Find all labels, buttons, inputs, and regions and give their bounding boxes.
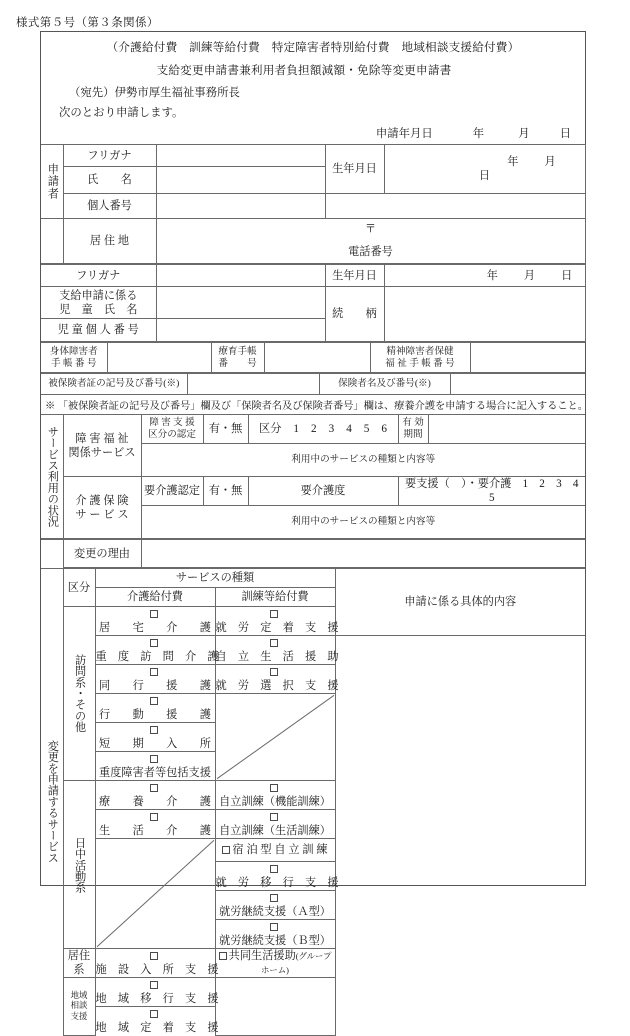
service-care-item[interactable] <box>95 607 215 636</box>
child-name-value[interactable] <box>156 287 325 319</box>
service-care-item[interactable] <box>95 752 215 781</box>
disability-class-5[interactable]: 5 <box>363 423 370 435</box>
disability-class-3[interactable]: 3 <box>328 423 335 435</box>
services-row <box>41 978 585 1007</box>
services-row <box>41 665 585 694</box>
checkbox-icon[interactable] <box>270 813 278 821</box>
service-care-item-label: 行 動 援 護 <box>99 709 211 721</box>
services-training-blank-4 <box>215 978 335 1036</box>
form-outer-box <box>40 31 590 1034</box>
applicant-birth-year: 年 <box>507 156 519 168</box>
service-training-item-label: 就労継続支援（Ａ型） <box>219 906 331 918</box>
service-training-item[interactable] <box>215 781 335 810</box>
longterm-service-label <box>63 477 141 539</box>
child-furigana-label: フリガナ <box>41 265 156 287</box>
checkbox-icon[interactable] <box>270 865 278 873</box>
checkbox-icon[interactable] <box>150 813 158 821</box>
reason-table <box>41 539 585 568</box>
child-birth-value[interactable] <box>384 265 585 287</box>
checkbox-icon[interactable] <box>270 668 278 676</box>
disability-cert-label-l2: 区分の認定 <box>148 429 196 440</box>
services-training-blank-1 <box>215 694 335 781</box>
reason-row <box>41 540 585 568</box>
checkbox-icon[interactable] <box>150 639 158 647</box>
services-table <box>41 568 585 1036</box>
applicant-birth-month: 月 <box>544 156 556 168</box>
applicant-mynumber-value[interactable] <box>156 194 325 219</box>
service-care-item[interactable] <box>95 723 215 752</box>
service-training-item-label: 自立訓練（生活訓練） <box>219 825 331 837</box>
apply-date-day[interactable]: 日 <box>559 128 571 140</box>
ryouiku-handbook-label <box>211 343 264 373</box>
checkbox-icon[interactable] <box>150 755 158 763</box>
checkbox-icon[interactable] <box>219 952 227 960</box>
disability-valid-label <box>398 415 428 444</box>
form-header <box>41 39 585 141</box>
service-training-item-label: 宿 泊 型 自 立 訓 練 <box>232 844 328 856</box>
services-group-label-1-text: 訪問系・その他 <box>73 654 86 733</box>
service-status-vlabel: サービス利用の状況 <box>46 426 59 527</box>
checkbox-icon[interactable] <box>150 981 158 989</box>
applicant-furigana-value[interactable] <box>156 145 325 167</box>
disability-class-2[interactable]: 2 <box>311 423 317 435</box>
applicant-vlabel: 申請者 <box>46 163 59 200</box>
service-training-item-label: 就 労 定 着 支 援 <box>215 622 339 634</box>
applicant-mynumber-blank[interactable] <box>325 194 585 219</box>
service-status-table <box>41 414 590 539</box>
checkbox-icon[interactable] <box>150 610 158 618</box>
service-care-item[interactable] <box>95 978 219 1007</box>
intro-text: 次のとおり申請します。 <box>59 107 184 119</box>
service-care-item-label: 地 域 定 着 支 援 <box>95 1022 219 1034</box>
longterm-cert-yesno[interactable]: 有・無 <box>203 477 248 506</box>
child-name-label-l1: 支給申請に係る <box>59 289 138 302</box>
checkbox-icon[interactable] <box>150 668 158 676</box>
disability-service-label-l1: 障 害 福 祉 <box>75 432 129 445</box>
child-birth-day: 日 <box>561 269 573 282</box>
addressee: （宛先）伊勢市厚生福祉事務所長 <box>69 87 240 99</box>
mental-handbook-label <box>370 343 470 373</box>
service-training-item[interactable] <box>215 949 335 978</box>
applicant-mynumber-label: 個人番号 <box>63 194 156 219</box>
services-details-header: 申請に係る具体的内容 <box>335 569 585 636</box>
services-row <box>41 949 585 978</box>
service-care-item[interactable] <box>95 665 215 694</box>
insurance-row <box>41 374 585 395</box>
disability-service-label-l2: 関係サービス <box>68 446 136 459</box>
services-row <box>41 694 585 723</box>
applicant-furigana-row <box>41 145 585 167</box>
disability-service-label <box>63 415 141 477</box>
service-training-item-suffix: (グループホーム) <box>261 952 332 975</box>
applicant-vlabel-cell <box>41 145 63 219</box>
mental-handbook-label-l1: 精神障害者保健 <box>386 345 454 357</box>
service-care-item-label: 重 度 訪 問 介 護 <box>95 651 219 663</box>
child-relation-label: 続 柄 <box>325 287 384 342</box>
service-care-item[interactable] <box>95 694 215 723</box>
checkbox-icon[interactable] <box>150 1010 158 1018</box>
child-name-label <box>41 287 156 319</box>
apply-date-month[interactable]: 月 <box>518 128 530 140</box>
longterm-service-label-l2: サ ー ビ ス <box>75 508 129 521</box>
services-group-label-2 <box>63 781 95 949</box>
ryouiku-handbook-label-l2: 番 号 <box>218 357 257 369</box>
service-care-item-label: 居 宅 介 護 <box>99 622 211 634</box>
physical-handbook-label-l1: 身体障害者 <box>49 345 98 357</box>
checkbox-icon[interactable] <box>270 610 278 618</box>
service-care-item[interactable] <box>95 636 219 665</box>
applicant-birth-day: 日 <box>478 170 491 182</box>
child-mynumber-label: 児 童 個 人 番 号 <box>41 319 156 342</box>
service-care-item-label: 療 養 介 護 <box>99 796 211 808</box>
services-care-benefit-header: 介護給付費 <box>95 588 215 607</box>
services-group-label-4 <box>63 978 95 1036</box>
service-training-item[interactable] <box>215 607 339 636</box>
child-name-row <box>41 287 585 319</box>
service-care-item[interactable] <box>95 1007 219 1036</box>
insurance-note: ※ 「被保険者証の記号及び番号」欄及び「保険者名及び保険者番号」欄は、療養介護を申請する場合に記入すること。 <box>45 401 588 412</box>
disability-cert-label <box>141 415 203 444</box>
checkbox-icon[interactable] <box>270 894 278 902</box>
service-training-item[interactable] <box>215 862 339 891</box>
reason-value[interactable] <box>141 540 585 568</box>
services-group-label-4-l3: 支援 <box>70 1011 88 1021</box>
longterm-cert-label: 要介護認定 <box>141 477 203 506</box>
services-group-label-1 <box>63 607 95 781</box>
child-birth-year: 年 <box>486 269 498 282</box>
mental-handbook-label-l2: 福 祉 手 帳 番 号 <box>385 357 455 369</box>
service-training-item-label: 就 労 移 行 支 援 <box>215 877 339 889</box>
services-row <box>41 810 585 839</box>
service-training-item-label: 就 労 選 択 支 援 <box>215 680 339 692</box>
longterm-level-options[interactable]: 要支援（ ）・要介護 1 2 3 4 5 <box>398 477 585 506</box>
apply-date-label: 申請年月日 <box>375 128 433 140</box>
applicant-mynumber-row <box>41 194 585 219</box>
disability-class-label: 区分 <box>259 423 282 435</box>
checkbox-icon[interactable] <box>150 697 158 705</box>
service-care-item-label: 短 期 入 所 <box>99 738 211 750</box>
checkbox-icon[interactable] <box>270 639 278 647</box>
service-care-item[interactable] <box>95 949 219 978</box>
disability-class-cell[interactable] <box>248 415 398 444</box>
disability-valid-label-l2: 期間 <box>403 429 423 440</box>
title-line-2: 支給変更申請書兼利用者負担額減額・免除等変更申請書 <box>156 64 452 77</box>
service-care-item-label: 同 行 援 護 <box>99 680 211 692</box>
child-birth-label: 生年月日 <box>325 265 384 287</box>
insurer-value[interactable] <box>450 374 585 395</box>
service-care-item-label: 重度障害者等包括支援 <box>99 767 211 779</box>
longterm-using-label: 利用中のサービスの種類と内容等 <box>291 516 436 527</box>
applicant-name-value[interactable] <box>156 167 325 194</box>
physical-handbook-value[interactable] <box>107 343 211 373</box>
reason-label: 変更の理由 <box>63 540 141 568</box>
services-row <box>41 781 585 810</box>
handbook-row <box>41 343 585 373</box>
service-training-item[interactable] <box>215 839 335 862</box>
applicant-name-label: 氏 名 <box>63 167 156 194</box>
service-training-item-label: 自 立 生 活 援 助 <box>215 651 339 663</box>
applicant-birth-label: 生年月日 <box>325 145 384 194</box>
child-birth-month: 月 <box>523 269 536 282</box>
ryouiku-handbook-value[interactable] <box>264 343 370 373</box>
checkbox-icon[interactable] <box>150 784 158 792</box>
service-training-item-label: 就労継続支援（Ｂ型） <box>219 935 331 947</box>
service-training-item-label: 自立訓練（機能訓練） <box>219 796 331 808</box>
applicant-address-cell[interactable] <box>156 219 585 264</box>
mental-handbook-value[interactable] <box>470 343 585 373</box>
services-row <box>41 839 585 862</box>
applicant-vlabel-spacer <box>41 219 63 264</box>
disability-valid-value[interactable] <box>428 415 585 444</box>
services-vlabel: 変更を申請するサービス <box>46 740 59 864</box>
child-table <box>41 264 586 342</box>
services-group-label-4-l2: 相談 <box>70 1001 88 1010</box>
apply-date-year[interactable]: 年 <box>472 128 485 140</box>
disability-class-1[interactable]: 1 <box>293 423 299 435</box>
services-group-label-3: 居住系 <box>63 949 95 978</box>
disability-using-label: 利用中のサービスの種類と内容等 <box>291 454 436 465</box>
child-furigana-row <box>41 265 585 287</box>
apply-date-row <box>41 125 585 141</box>
services-type-header: サービスの種類 <box>95 569 335 588</box>
service-training-item[interactable] <box>215 636 339 665</box>
longterm-level-label: 要介護度 <box>248 477 398 506</box>
diagonal-slash-icon <box>216 694 335 780</box>
services-category-header: 区分 <box>63 569 95 607</box>
physical-handbook-label-l2: 手 帳 番 号 <box>50 357 97 369</box>
service-status-vlabel-cell <box>41 415 63 539</box>
service-training-item-label: 共同生活援助 <box>228 950 296 962</box>
form-number: 様式第５号（第３条関係） <box>16 17 159 29</box>
applicant-furigana-label: フリガナ <box>63 145 156 167</box>
service-training-item[interactable] <box>215 665 339 694</box>
disability-cert-row <box>41 415 585 444</box>
checkbox-icon[interactable] <box>150 726 158 734</box>
applicant-table <box>41 144 586 264</box>
ryouiku-handbook-label-l1: 療育手帳 <box>218 345 257 357</box>
postal-mark: 〒 <box>365 223 376 236</box>
services-row <box>41 636 585 665</box>
longterm-service-label-l1: 介 護 保 険 <box>75 494 129 507</box>
handbook-table <box>41 342 585 373</box>
disability-cert-label-l1: 障 害 支 援 <box>149 417 195 429</box>
checkbox-icon[interactable] <box>270 923 278 931</box>
checkbox-icon[interactable] <box>270 784 278 792</box>
child-relation-value[interactable] <box>384 287 585 342</box>
disability-using-cell[interactable] <box>141 444 585 477</box>
longterm-cert-row <box>41 477 585 506</box>
service-care-item[interactable] <box>95 810 215 839</box>
disability-class-4[interactable]: 4 <box>346 423 352 435</box>
insurer-label: 保険者名及び番号(※) <box>319 374 450 395</box>
insurance-symbol-label: 被保険者証の記号及び番号(※) <box>41 374 187 395</box>
applicant-address-row <box>41 219 585 264</box>
applicant-birth-value[interactable] <box>384 145 585 194</box>
physical-handbook-label <box>41 343 107 373</box>
applicant-address-label: 居 住 地 <box>63 219 156 264</box>
applicant-phone-label: 電話番号 <box>348 245 393 258</box>
service-care-item-label: 地 域 移 行 支 援 <box>95 993 219 1005</box>
services-group-label-4-l1: 地域 <box>70 990 88 1000</box>
service-training-item[interactable] <box>215 810 335 839</box>
services-training-benefit-header: 訓練等給付費 <box>215 588 335 607</box>
service-care-item-label: 施 設 入 所 支 援 <box>95 964 219 976</box>
disability-valid-label-l1: 有 効 <box>402 417 424 429</box>
longterm-using-cell[interactable] <box>141 506 585 539</box>
child-mynumber-value[interactable] <box>156 319 325 342</box>
child-furigana-value[interactable] <box>156 265 325 287</box>
checkbox-icon[interactable] <box>222 846 230 854</box>
service-care-item-label: 生 活 介 護 <box>99 825 211 837</box>
disability-class-6[interactable]: 6 <box>381 423 387 435</box>
title-line-1: （介護給付費 訓練等給付費 特定障害者特別給付費 地域相談支援給付費） <box>106 41 520 54</box>
services-group-label-2-text: 日中活動系 <box>73 836 86 893</box>
disability-cert-yesno[interactable]: 有・無 <box>203 415 248 444</box>
insurance-symbol-value[interactable] <box>187 374 319 395</box>
reason-spacer <box>41 540 63 568</box>
child-name-label-l2: 児 童 氏 名 <box>59 303 138 316</box>
services-care-blank-2 <box>95 839 215 949</box>
service-care-item[interactable] <box>95 781 215 810</box>
services-header-row-1 <box>41 569 585 588</box>
services-vlabel-cell <box>41 569 63 1036</box>
checkbox-icon[interactable] <box>150 952 158 960</box>
service-training-item[interactable] <box>215 891 335 920</box>
diagonal-slash-icon <box>96 839 215 948</box>
insurance-table <box>41 373 585 395</box>
service-training-item[interactable] <box>215 920 335 949</box>
